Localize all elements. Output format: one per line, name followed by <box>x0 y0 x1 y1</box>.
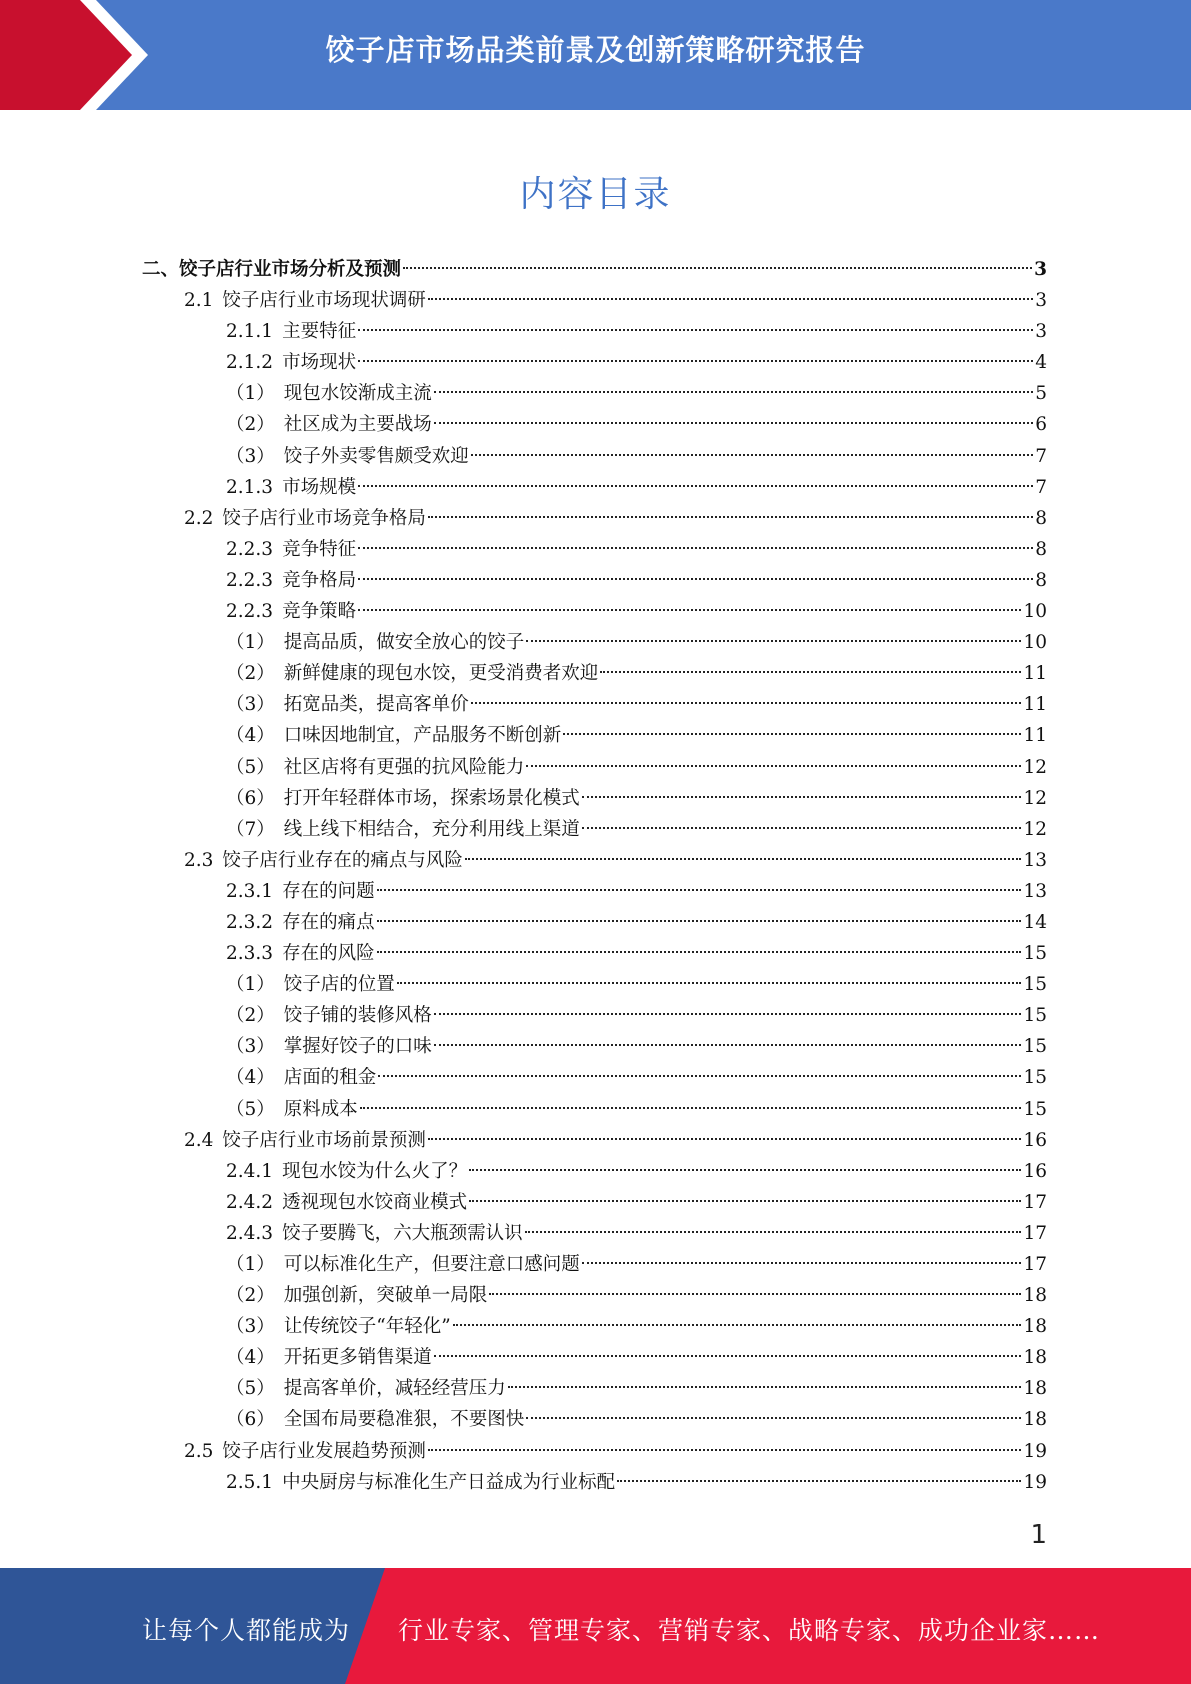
toc-entry-number: （2） <box>226 663 275 685</box>
toc-entry-number: （5） <box>226 1378 275 1400</box>
toc-entry-number: （3） <box>226 694 275 716</box>
toc-entry[interactable] <box>142 254 1047 285</box>
toc-entry-number: （1） <box>226 1254 275 1275</box>
toc-entry-page: 19 <box>1023 1440 1047 1462</box>
toc-entry-number: 2.1.3 <box>226 476 274 498</box>
toc-entry-page: 15 <box>1023 1005 1047 1027</box>
toc-leader-dots <box>428 298 1033 300</box>
toc-entry[interactable] <box>142 658 1047 689</box>
toc-entry-page: 16 <box>1023 1129 1047 1151</box>
toc-leader-dots <box>582 796 1022 798</box>
toc-entry-title: 口味因地制宜，产品服务不断创新 <box>283 725 562 747</box>
toc-entry-title: 市场规模 <box>282 476 357 498</box>
toc-entry[interactable] <box>142 1062 1047 1093</box>
toc-entry-number: （4） <box>226 1347 275 1369</box>
toc-entry[interactable] <box>142 1249 1047 1280</box>
toc-entry-number: 2.4.1 <box>226 1160 274 1182</box>
toc-entry-number: 2.3 <box>184 849 214 871</box>
toc-leader-dots <box>358 360 1033 362</box>
toc-entry-page: 7 <box>1035 445 1047 467</box>
toc-entry-number: 2.1.1 <box>226 321 274 343</box>
toc-entry[interactable] <box>142 1436 1047 1467</box>
toc-entry[interactable] <box>142 1000 1047 1031</box>
toc-entry-number: （1） <box>226 632 275 654</box>
toc-leader-dots <box>526 640 1021 642</box>
toc-entry-page: 6 <box>1035 414 1047 436</box>
toc-entry-page: 10 <box>1023 601 1047 623</box>
toc-entry-number: （3） <box>226 1036 275 1058</box>
toc-entry[interactable] <box>142 1404 1047 1435</box>
toc-entry-page: 18 <box>1023 1285 1047 1307</box>
toc-entry[interactable] <box>142 1467 1047 1498</box>
toc-entry[interactable] <box>142 1187 1047 1218</box>
toc-entry-page: 8 <box>1035 507 1047 529</box>
toc-entry-page: 12 <box>1023 787 1047 809</box>
toc-entry[interactable] <box>142 441 1047 472</box>
toc-entry[interactable] <box>142 285 1047 316</box>
toc-entry-number: 2.5.1 <box>226 1471 274 1493</box>
toc-entry-page: 13 <box>1023 880 1047 902</box>
toc-entry-page: 17 <box>1023 1254 1047 1275</box>
toc-entry-page: 17 <box>1023 1191 1047 1213</box>
toc-leader-dots <box>471 702 1022 704</box>
toc-entry-page: 17 <box>1023 1222 1047 1244</box>
toc-entry-page: 11 <box>1023 663 1047 685</box>
toc-entry[interactable] <box>142 316 1047 347</box>
toc-entry-title: 存在的风险 <box>282 943 375 965</box>
toc-entry-title: 竞争策略 <box>282 601 357 623</box>
toc-leader-dots <box>403 267 1032 269</box>
toc-entry-number: 2.4 <box>184 1129 214 1151</box>
toc-leader-dots <box>358 329 1033 331</box>
toc-entry-page: 18 <box>1023 1409 1047 1431</box>
toc-entry-number: （1） <box>226 974 275 996</box>
toc-leader-dots <box>428 1449 1022 1451</box>
toc-entry[interactable] <box>142 1311 1047 1342</box>
toc-leader-dots <box>508 1386 1022 1388</box>
toc-entry-title: 饺子店行业市场现状调研 <box>222 290 426 312</box>
toc-entry-page: 10 <box>1023 632 1047 654</box>
toc-title: 内容目录 <box>519 174 672 215</box>
header-band <box>0 0 1191 110</box>
toc-entry-page: 7 <box>1035 476 1047 498</box>
toc-leader-dots <box>582 1262 1022 1264</box>
toc-entry-title: 提高品质，做安全放心的饺子 <box>283 632 525 654</box>
toc-entry[interactable] <box>142 1280 1047 1311</box>
toc-entry[interactable] <box>142 783 1047 814</box>
toc-entry-title: 加强创新，突破单一局限 <box>283 1285 488 1307</box>
toc-entry-title: 店面的租金 <box>283 1067 377 1089</box>
toc-entry-title: 让传统饺子“年轻化” <box>283 1316 451 1338</box>
toc-entry-title: 现包水饺渐成主流 <box>283 383 432 405</box>
toc-entry-title: 存在的问题 <box>282 880 375 902</box>
toc-list <box>142 254 1047 1498</box>
toc-leader-dots <box>434 422 1033 424</box>
toc-entry-title: 竞争格局 <box>282 569 357 591</box>
toc-entry[interactable] <box>142 907 1047 938</box>
toc-leader-dots <box>360 1107 1022 1109</box>
toc-entry-number: （6） <box>226 787 275 809</box>
toc-entry-page: 18 <box>1023 1316 1047 1338</box>
toc-entry-page: 11 <box>1023 725 1047 747</box>
toc-entry[interactable] <box>142 534 1047 565</box>
toc-entry-page: 11 <box>1023 694 1047 716</box>
toc-entry[interactable] <box>142 845 1047 876</box>
toc-entry-title: 社区店将有更强的抗风险能力 <box>283 756 525 778</box>
report-title: 饺子店市场品类前景及创新策略研究报告 <box>325 33 866 67</box>
toc-leader-dots <box>378 1075 1021 1077</box>
toc-entry-title: 全国布局要稳准狠，不要图快 <box>283 1409 525 1431</box>
page-number: 1 <box>1030 1520 1047 1550</box>
toc-entry-number: （2） <box>226 414 275 436</box>
toc-entry-number: 2.3.3 <box>226 943 274 965</box>
toc-entry[interactable] <box>142 720 1047 751</box>
toc-entry-page: 3 <box>1034 259 1047 280</box>
toc-entry-number: （3） <box>226 1316 275 1338</box>
toc-entry-title: 打开年轻群体市场，探索场景化模式 <box>283 787 580 809</box>
toc-leader-dots <box>434 391 1033 393</box>
toc-entry-title: 饺子铺的装修风格 <box>283 1005 432 1027</box>
toc-entry[interactable] <box>142 1218 1047 1249</box>
toc-entry-page: 12 <box>1023 756 1047 778</box>
toc-leader-dots <box>563 733 1021 735</box>
toc-entry[interactable] <box>142 1125 1047 1156</box>
toc-entry-page: 15 <box>1023 943 1047 965</box>
toc-entry-page: 8 <box>1035 538 1047 560</box>
toc-entry-number: （3） <box>226 445 275 467</box>
footer-slogan-left: 让每个人都能成为 <box>142 1616 351 1645</box>
toc-entry[interactable] <box>142 378 1047 409</box>
toc-entry[interactable] <box>142 1156 1047 1187</box>
toc-leader-dots <box>428 1138 1022 1140</box>
toc-entry[interactable] <box>142 689 1047 720</box>
toc-entry[interactable] <box>142 938 1047 969</box>
toc-entry-page: 8 <box>1035 569 1047 591</box>
toc-entry-page: 15 <box>1023 974 1047 996</box>
toc-entry-number: 2.5 <box>184 1440 214 1462</box>
toc-entry-number: 2.3.2 <box>226 911 274 933</box>
toc-entry-title: 拓宽品类，提高客单价 <box>283 694 469 716</box>
toc-entry-title: 饺子店行业市场竞争格局 <box>222 507 426 529</box>
toc-entry-number: 2.4.2 <box>226 1191 274 1213</box>
toc-leader-dots <box>377 920 1022 922</box>
toc-entry-title: 饺子店行业市场前景预测 <box>222 1129 426 1151</box>
toc-entry-number: 2.2.3 <box>226 538 274 560</box>
toc-entry-page: 15 <box>1023 1067 1047 1089</box>
toc-entry-title: 市场现状 <box>282 352 357 374</box>
toc-leader-dots <box>397 982 1022 984</box>
toc-leader-dots <box>434 1013 1022 1015</box>
toc-entry-number: 2.1 <box>184 290 214 312</box>
toc-leader-dots <box>469 1200 1021 1202</box>
toc-entry-number: 2.2 <box>184 507 214 529</box>
toc-entry[interactable] <box>142 876 1047 907</box>
toc-entry-page: 5 <box>1035 383 1047 405</box>
toc-leader-dots <box>358 547 1033 549</box>
toc-entry-page: 12 <box>1023 818 1047 840</box>
toc-entry-page: 18 <box>1023 1378 1047 1400</box>
toc-leader-dots <box>377 889 1022 891</box>
toc-entry-title: 透视现包水饺商业模式 <box>282 1191 468 1213</box>
toc-leader-dots <box>526 1417 1021 1419</box>
toc-leader-dots <box>358 609 1021 611</box>
toc-leader-dots <box>525 1231 1022 1233</box>
toc-entry-title: 存在的痛点 <box>282 911 375 933</box>
footer-slogan-right: 行业专家、管理专家、营销专家、战略专家、成功企业家…… <box>398 1616 1101 1645</box>
toc-entry-title: 提高客单价，减轻经营压力 <box>283 1378 506 1400</box>
toc-entry-title: 中央厨房与标准化生产日益成为行业标配 <box>282 1471 616 1493</box>
toc-entry-number: 2.3.1 <box>226 880 274 902</box>
toc-entry-title: 饺子店行业发展趋势预测 <box>222 1440 426 1462</box>
toc-leader-dots <box>526 765 1021 767</box>
toc-entry-number: （1） <box>226 383 275 405</box>
toc-leader-dots <box>434 1355 1022 1357</box>
toc-entry-title: 掌握好饺子的口味 <box>283 1036 432 1058</box>
toc-entry-number: （6） <box>226 1409 275 1431</box>
toc-leader-dots <box>453 1324 1022 1326</box>
toc-entry-page: 14 <box>1023 911 1047 933</box>
toc-entry[interactable] <box>142 409 1047 440</box>
toc-entry-page: 3 <box>1035 290 1047 312</box>
toc-entry[interactable] <box>142 1031 1047 1062</box>
toc-entry-number: 2.4.3 <box>226 1222 274 1244</box>
toc-entry[interactable] <box>142 814 1047 845</box>
toc-leader-dots <box>434 1044 1022 1046</box>
toc-entry[interactable] <box>142 472 1047 503</box>
toc-entry[interactable] <box>142 969 1047 1000</box>
toc-entry-page: 13 <box>1023 849 1047 871</box>
toc-entry-page: 16 <box>1023 1160 1047 1182</box>
toc-entry[interactable] <box>142 1094 1047 1125</box>
toc-entry[interactable] <box>142 752 1047 783</box>
toc-entry-page: 3 <box>1035 321 1047 343</box>
toc-entry-number: （5） <box>226 756 275 778</box>
toc-entry-title: 二、饺子店行业市场分析及预测 <box>142 259 402 280</box>
footer-band <box>0 1568 1191 1684</box>
toc-entry-title: 新鲜健康的现包水饺，更受消费者欢迎 <box>283 663 599 685</box>
toc-entry-page: 15 <box>1023 1036 1047 1058</box>
toc-leader-dots <box>600 671 1021 673</box>
toc-leader-dots <box>358 578 1033 580</box>
toc-entry-number: （2） <box>226 1005 275 1027</box>
toc-entry[interactable] <box>142 596 1047 627</box>
toc-entry[interactable] <box>142 1373 1047 1404</box>
toc-leader-dots <box>489 1293 1021 1295</box>
toc-entry[interactable] <box>142 1342 1047 1373</box>
toc-entry-page: 4 <box>1035 352 1047 374</box>
toc-entry-number: 2.2.3 <box>226 569 274 591</box>
toc-leader-dots <box>377 951 1022 953</box>
toc-entry-title: 开拓更多销售渠道 <box>283 1347 432 1369</box>
toc-entry-number: （2） <box>226 1285 275 1307</box>
toc-entry-title: 现包水饺为什么火了？ <box>282 1160 468 1182</box>
toc-entry-title: 饺子外卖零售颇受欢迎 <box>283 445 469 467</box>
toc-entry-number: （7） <box>226 818 275 840</box>
toc-leader-dots <box>471 454 1033 456</box>
toc-entry-title: 原料成本 <box>283 1098 358 1120</box>
toc-entry-number: （4） <box>226 725 275 747</box>
toc-leader-dots <box>469 1169 1021 1171</box>
toc-entry[interactable] <box>142 503 1047 534</box>
toc-leader-dots <box>465 858 1022 860</box>
toc-entry-page: 18 <box>1023 1347 1047 1369</box>
toc-entry[interactable] <box>142 565 1047 596</box>
toc-entry-title: 线上线下相结合，充分利用线上渠道 <box>283 818 580 840</box>
toc-entry-title: 竞争特征 <box>282 538 357 560</box>
toc-entry-number: 2.1.2 <box>226 352 274 374</box>
toc-leader-dots <box>358 485 1033 487</box>
toc-entry-title: 饺子店行业存在的痛点与风险 <box>222 849 463 871</box>
toc-leader-dots <box>582 827 1022 829</box>
toc-entry[interactable] <box>142 627 1047 658</box>
toc-entry[interactable] <box>142 347 1047 378</box>
toc-entry-title: 可以标准化生产，但要注意口感问题 <box>283 1254 580 1275</box>
toc-leader-dots <box>428 516 1033 518</box>
toc-entry-page: 19 <box>1023 1471 1047 1493</box>
toc-entry-title: 社区成为主要战场 <box>283 414 432 436</box>
toc-leader-dots <box>617 1480 1021 1482</box>
toc-entry-page: 15 <box>1023 1098 1047 1120</box>
toc-entry-title: 饺子要腾飞，六大瓶颈需认识 <box>282 1222 523 1244</box>
toc-entry-number: （5） <box>226 1098 275 1120</box>
toc-entry-title: 主要特征 <box>282 321 357 343</box>
toc-entry-number: 2.2.3 <box>226 601 274 623</box>
toc-entry-title: 饺子店的位置 <box>283 974 395 996</box>
toc-entry-number: （4） <box>226 1067 275 1089</box>
